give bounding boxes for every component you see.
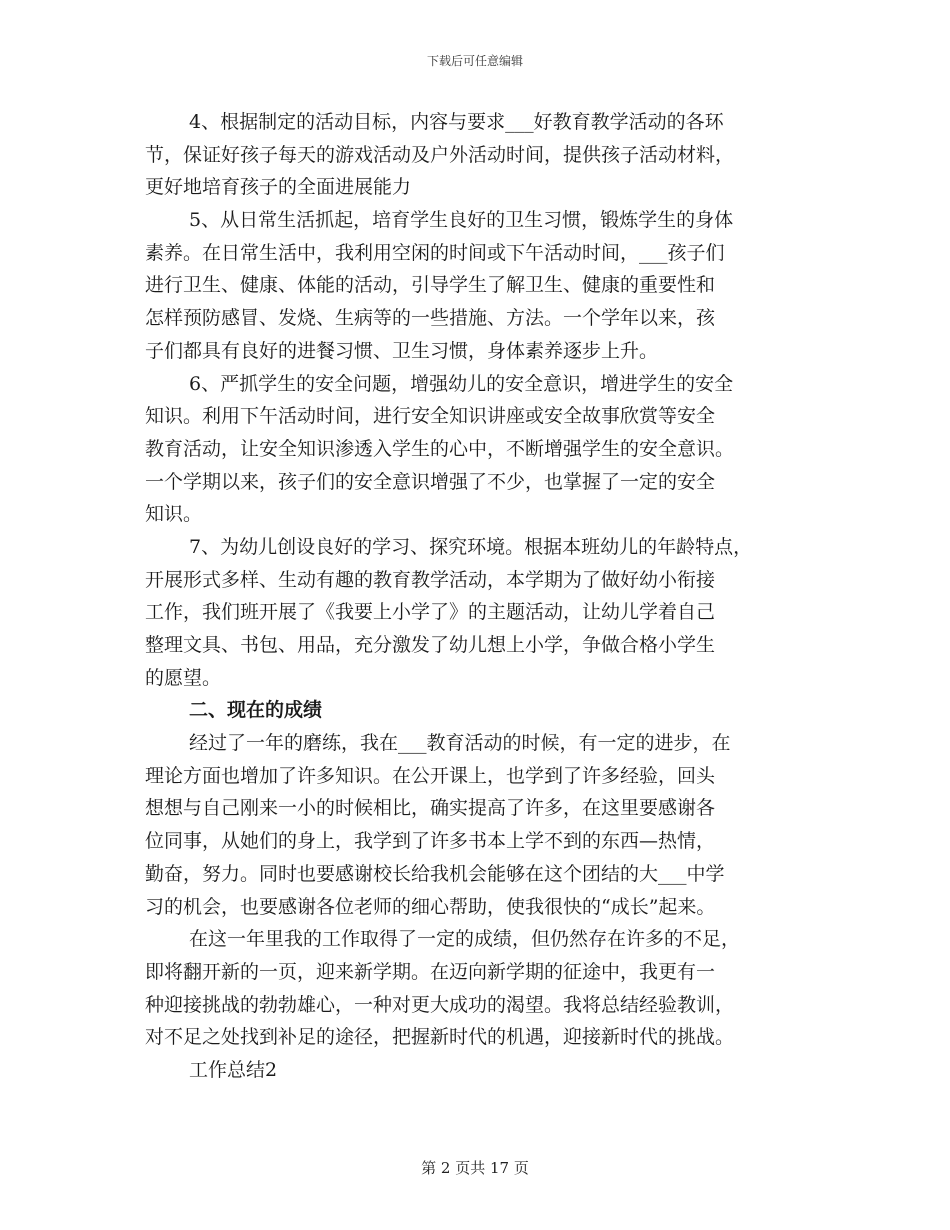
text-line: 5、从日常生活抓起，培育学生良好的卫生习惯，锻炼学生的身体	[189, 209, 734, 232]
text-line: 位同事，从她们的身上，我学到了许多书本上学不到的东西—热情，	[145, 830, 716, 853]
text-line: 整理文具、书包、用品，充分激发了幼儿想上小学，争做合格小学生	[145, 634, 716, 656]
text-line: 知识。	[145, 503, 203, 526]
text-line: 种迎接挑战的勃勃雄心，一种对更大成功的渴望。我将总结经验教训，	[145, 993, 735, 1016]
text-line: 对不足之处找到补足的途径，把握新时代的机遇，迎接新时代的挑战。	[145, 1026, 735, 1049]
text-line: 怎样预防感冒、发烧、生病等的一些措施、方法。一个学年以来，孩	[145, 307, 716, 330]
text-line: 7、为幼儿创设良好的学习、探究环境。根据本班幼儿的年龄特点，	[189, 535, 753, 558]
page-header: 下载后可任意编辑	[426, 54, 523, 68]
text-line: 更好地培育孩子的全面进展能力	[145, 176, 412, 199]
text-line: 进行卫生、健康、体能的活动，引导学生了解卫生、健康的重要性和	[145, 274, 716, 297]
text-line: 勤奋，努力。同时也要感谢校长给我机会能够在这个团结的大___中学	[145, 862, 725, 885]
text-line: 经过了一年的磨练，我在___教育活动的时候，有一定的进步，在	[189, 732, 731, 755]
document-body	[145, 106, 825, 1087]
text-line: 教育活动，让安全知识渗透入学生的心中，不断增强学生的安全意识。	[145, 437, 735, 460]
text-line: 在这一年里我的工作取得了一定的成绩，但仍然存在许多的不足，	[189, 928, 741, 951]
page-footer: 第 2 页共 17 页	[421, 1159, 529, 1177]
text-line: 工作总结2	[189, 1058, 278, 1081]
text-line: 的愿望。	[145, 666, 222, 689]
text-line: 4、根据制定的活动目标，内容与要求___好教育教学活动的各环	[189, 111, 724, 133]
text-line: 节，保证好孩子每天的游戏活动及户外活动时间，提供孩子活动材料，	[145, 143, 735, 166]
section-heading: 二、现在的成绩	[189, 699, 323, 722]
text-line: 理论方面也增加了许多知识。在公开课上，也学到了许多经验，回头	[145, 764, 716, 787]
text-line: 即将翻开新的一页，迎来新学期。在迈向新学期的征途中，我更有一	[145, 960, 716, 983]
text-line: 6、严抓学生的安全问题，增强幼儿的安全意识，增进学生的安全	[189, 372, 734, 395]
text-line: 一个学期以来，孩子们的安全意识增强了不少，也掌握了一定的安全	[145, 470, 716, 493]
text-line: 知识。利用下午活动时间，进行安全知识讲座或安全故事欣赏等安全	[145, 405, 716, 428]
text-line: 习的机会，也要感谢各位老师的细心帮助，使我很快的“成长”起来。	[145, 895, 716, 918]
text-line: 素养。在日常生活中，我利用空闲的时间或下午活动时间，___孩子们	[145, 241, 725, 264]
text-line: 想想与自己刚来一小的时候相比，确实提高了许多，在这里要感谢各	[145, 797, 716, 820]
text-line: 开展形式多样、生动有趣的教育教学活动，本学期为了做好幼小衔接	[145, 568, 716, 591]
text-line: 子们都具有良好的进餐习惯、卫生习惯，身体素养逐步上升。	[145, 339, 659, 362]
text-line: 工作，我们班开展了《我要上小学了》的主题活动，让幼儿学着自己	[145, 601, 716, 624]
